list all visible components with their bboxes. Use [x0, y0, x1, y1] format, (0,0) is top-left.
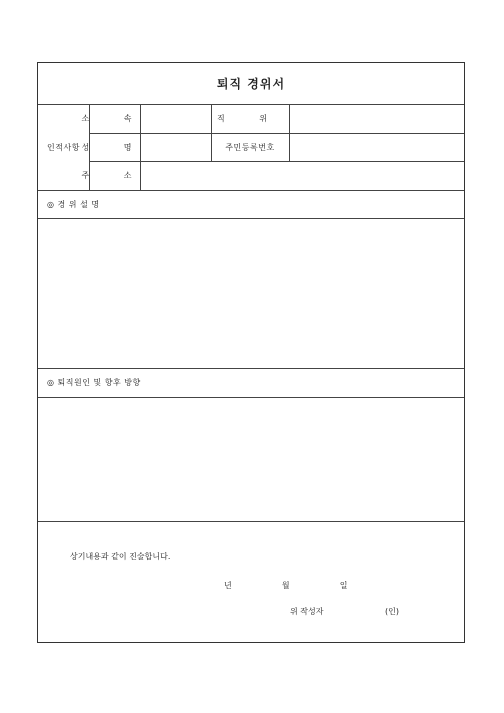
position-label: 직 위 [217, 114, 283, 123]
resignation-form [37, 62, 465, 643]
reason-header: ◎ 퇴직원인 및 향후 방향 [47, 378, 141, 387]
resident-number-label: 주민등록번호 [225, 142, 275, 152]
date-line: 년 월 일 [224, 581, 348, 590]
address-label: 주 소 [81, 171, 148, 180]
address-field[interactable] [140, 161, 464, 190]
name-field[interactable] [140, 133, 211, 161]
form-title: 퇴직 경위서 [216, 77, 286, 91]
author-label: 위 작성자 [290, 607, 324, 616]
affiliation-field[interactable] [140, 104, 211, 133]
reason-textarea[interactable] [38, 397, 464, 521]
resident-number-field[interactable] [289, 133, 464, 161]
position-field[interactable] [289, 104, 464, 133]
affiliation-label: 소 속 [81, 114, 148, 123]
statement-text: 상기내용과 같이 진술합니다. [70, 552, 171, 561]
circumstances-textarea[interactable] [38, 218, 464, 368]
name-label: 성 명 [81, 142, 148, 152]
seal-label: (인) [385, 607, 399, 616]
circumstances-header: ◎ 경 위 설 명 [47, 199, 100, 209]
personal-info-label: 인적사항 [47, 142, 80, 152]
